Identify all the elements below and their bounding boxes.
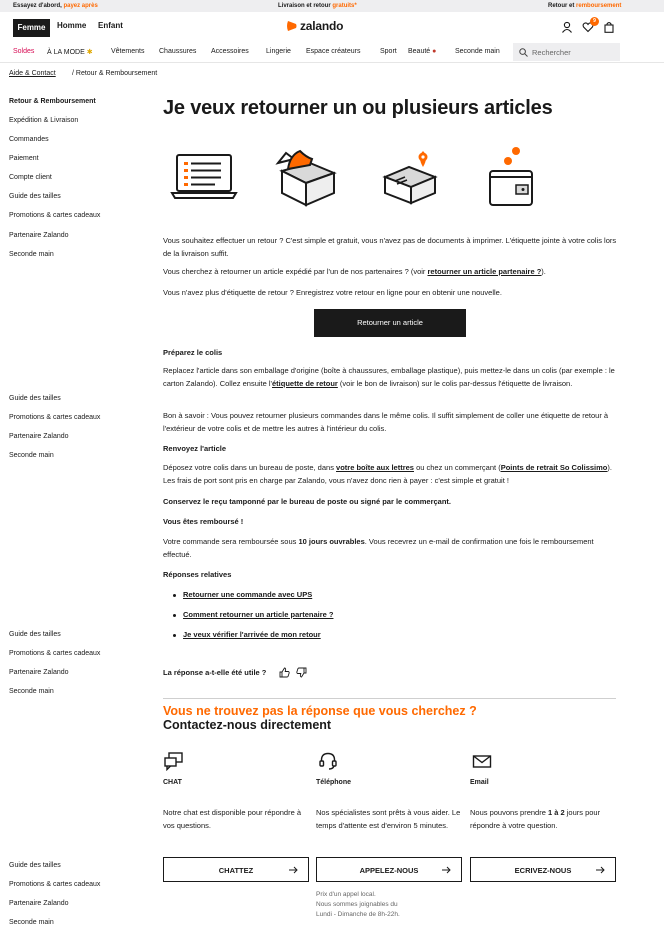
section-heading-send: Renvoyez l'article — [163, 444, 227, 453]
arrow-right-icon — [289, 866, 298, 874]
nav-item-espace-createurs[interactable]: Espace créateurs — [306, 48, 361, 55]
sidebar-item-promotions[interactable]: Promotions & cartes cadeaux — [9, 212, 101, 219]
nav-item-lingerie[interactable]: Lingerie — [266, 48, 291, 55]
shoe-in-box-icon — [272, 143, 342, 213]
gender-tab-homme[interactable]: Homme — [57, 21, 87, 30]
phone-note: Prix d'un appel local. — [316, 891, 376, 898]
breadcrumb-aide-contact[interactable]: Aide & Contact — [9, 70, 56, 77]
page-title: Je veux retourner un ou plusieurs articles — [163, 97, 553, 119]
gender-tab-femme[interactable]: Femme — [13, 19, 50, 37]
chat-title: CHAT — [163, 779, 182, 786]
nav-item-accessoires[interactable]: Accessoires — [211, 48, 249, 55]
sidebar-item-tailles[interactable]: Guide des tailles — [9, 193, 61, 200]
bullet — [173, 614, 176, 617]
chat-button[interactable]: CHATTEZ — [163, 857, 309, 882]
nav-item-a-la-mode[interactable]: À LA MODE ✱ — [47, 49, 93, 56]
parcel-location-icon — [375, 143, 445, 213]
section-heading-related: Réponses relatives — [163, 570, 232, 579]
sidebar-item-tailles[interactable]: Guide des tailles — [9, 395, 61, 402]
bee-icon: ✱ — [86, 49, 93, 56]
laptop-checklist-icon — [169, 143, 239, 213]
envelope-icon — [472, 751, 492, 771]
sidebar-item-tailles[interactable]: Guide des tailles — [9, 631, 61, 638]
sidebar-item-commandes[interactable]: Commandes — [9, 136, 49, 143]
nav-item-chaussures[interactable]: Chaussures — [159, 48, 197, 55]
sidebar-item-promotions[interactable]: Promotions & cartes cadeaux — [9, 650, 101, 657]
partner-paragraph: Vous cherchez à retourner un article expédié par l'un de nos partenaires ? (voir retourner un article partenaire ?). — [163, 267, 546, 276]
related-link-tracking[interactable]: Je veux vérifier l'arrivée de mon retour — [183, 630, 321, 639]
zalando-logo[interactable]: zalando — [286, 19, 343, 33]
search-input[interactable] — [532, 43, 618, 61]
phone-title: Téléphone — [316, 779, 352, 786]
helpful-question: La réponse a-t-elle été utile ? — [163, 668, 267, 677]
return-label-link[interactable]: étiquette de retour — [272, 378, 338, 388]
wishlist-count-badge: 9 — [590, 17, 599, 26]
sidebar-item-promotions[interactable]: Promotions & cartes cadeaux — [9, 881, 101, 888]
call-button[interactable]: APPELEZ-NOUS — [316, 857, 462, 882]
thumbs-down-icon[interactable] — [296, 667, 307, 678]
email-button[interactable]: ECRIVEZ-NOUS — [470, 857, 616, 882]
return-item-button[interactable]: Retourner un article — [314, 309, 466, 337]
shopping-bag-icon[interactable] — [603, 21, 615, 33]
sidebar-item-partenaire[interactable]: Partenaire Zalando — [9, 900, 69, 907]
wallet-coins-icon — [478, 143, 548, 213]
sidebar-item-tailles[interactable]: Guide des tailles — [9, 862, 61, 869]
email-description: Nous pouvons prendre 1 à 2 jours pour répondre à votre question. — [470, 808, 601, 830]
send-paragraph: Déposez votre colis dans un bureau de poste, dans votre boîte aux lettres ou chez un commerçant (Points de retrait So Colissimo). Les frais de port sont pris en charge par Zalando, vous n'avez donc rien à payer : c'est simple et gratuit ! — [163, 463, 612, 485]
contact-heading: Contactez-nous directement — [163, 718, 332, 732]
bullet — [173, 594, 176, 597]
sidebar-item-partenaire[interactable]: Partenaire Zalando — [9, 669, 69, 676]
sidebar-item-paiement[interactable]: Paiement — [9, 155, 39, 162]
sidebar-item-promotions[interactable]: Promotions & cartes cadeaux — [9, 414, 101, 421]
zalando-logo-icon — [286, 20, 297, 32]
label-paragraph: Vous n'avez plus d'étiquette de retour ? Enregistrez votre retour en ligne pour en obtenir une nouvelle. — [163, 288, 502, 297]
promo-bar — [0, 0, 664, 12]
nav-item-vetements[interactable]: Vêtements — [111, 48, 145, 55]
mailbox-link[interactable]: votre boîte aux lettres — [336, 463, 414, 472]
contact-question-heading: Vous ne trouvez pas la réponse que vous cherchez ? — [163, 704, 477, 718]
sidebar-item-seconde-main[interactable]: Seconde main — [9, 452, 54, 459]
promo-right[interactable]: Retour et remboursement — [548, 3, 622, 9]
nav-item-seconde-main[interactable]: Seconde main — [455, 48, 500, 55]
email-title: Email — [470, 779, 489, 786]
related-link-partner[interactable]: Comment retourner un article partenaire ? — [183, 610, 334, 619]
section-heading-refund: Vous êtes remboursé ! — [163, 517, 244, 526]
sidebar-item-compte[interactable]: Compte client — [9, 174, 52, 181]
section-heading-prepare: Préparez le colis — [163, 348, 223, 357]
headset-icon — [318, 751, 338, 771]
prepare-paragraph: Replacez l'article dans son emballage d'origine (boîte à chaussures, emballage plastique), puis mettez-le dans un colis (par exemple : le carton Zalando). Collez ensuite l'étiquette de retour (voir le bon de livraison) sur le colis par-dessus l'étiquette de livraison. — [163, 366, 615, 388]
arrow-right-icon — [442, 866, 451, 874]
partner-return-link[interactable]: retourner un article partenaire ? — [427, 267, 542, 276]
divider — [163, 698, 616, 699]
intro-paragraph: Vous souhaitez effectuer un retour ? C'est simple et gratuit, vous n'avez pas de documents à imprimer. L'étiquette jointe à votre colis lors de la livraison suffit. — [163, 236, 617, 258]
bullet — [173, 634, 176, 637]
arrow-right-icon — [596, 866, 605, 874]
promo-center[interactable]: Livraison et retour gratuits* — [278, 3, 357, 9]
chat-description: Notre chat est disponible pour répondre à vos questions. — [163, 808, 302, 830]
promo-left[interactable]: Essayez d'abord, payez après — [13, 3, 98, 9]
nav-item-beaute[interactable]: Beauté ● — [408, 48, 437, 55]
account-icon[interactable] — [561, 21, 573, 33]
breadcrumb-current: / Retour & Remboursement — [72, 70, 158, 77]
keep-receipt-text: Conservez le reçu tamponné par le bureau de poste ou signé par le commerçant. — [163, 497, 451, 506]
sidebar-item-partenaire[interactable]: Partenaire Zalando — [9, 232, 69, 239]
nav-item-sport[interactable]: Sport — [380, 48, 397, 55]
colissimo-link[interactable]: Points de retrait So Colissimo — [500, 463, 608, 472]
chat-icon — [164, 751, 184, 771]
gender-tab-enfant[interactable]: Enfant — [98, 21, 123, 30]
refund-paragraph: Votre commande sera remboursée sous 10 jours ouvrables. Vous recevrez un e-mail de confirmation une fois le remboursement effectué. — [163, 537, 594, 559]
thumbs-up-icon[interactable] — [279, 667, 290, 678]
phone-description: Nos spécialistes sont prêts à vous aider. Le temps d'attente est d'environ 5 minutes. — [316, 808, 461, 830]
search-box[interactable] — [513, 43, 620, 61]
sidebar-item-partenaire[interactable]: Partenaire Zalando — [9, 433, 69, 440]
good-to-know-paragraph: Bon à savoir : Vous pouvez retourner plusieurs commandes dans le même colis. Il suffit simplement de coller une étiquette de retour à l'extérieur de votre colis et de mettre les autres à l'intérieur du colis. — [163, 411, 609, 433]
sidebar-item-retour[interactable]: Retour & Remboursement — [9, 98, 96, 105]
sidebar-item-expedition[interactable]: Expédition & Livraison — [9, 117, 79, 124]
sidebar-item-seconde-main[interactable]: Seconde main — [9, 919, 54, 926]
sidebar-item-seconde-main[interactable]: Seconde main — [9, 688, 54, 695]
sidebar-item-seconde-main[interactable]: Seconde main — [9, 251, 54, 258]
related-link-ups[interactable]: Retourner une commande avec UPS — [183, 590, 313, 599]
beauty-icon: ● — [432, 48, 437, 55]
phone-note: Lundi - Dimanche de 8h-22h. — [316, 911, 400, 918]
phone-note: Nous sommes joignables du — [316, 901, 398, 908]
search-icon — [519, 48, 528, 57]
nav-item-soldes[interactable]: Soldes — [13, 48, 35, 55]
